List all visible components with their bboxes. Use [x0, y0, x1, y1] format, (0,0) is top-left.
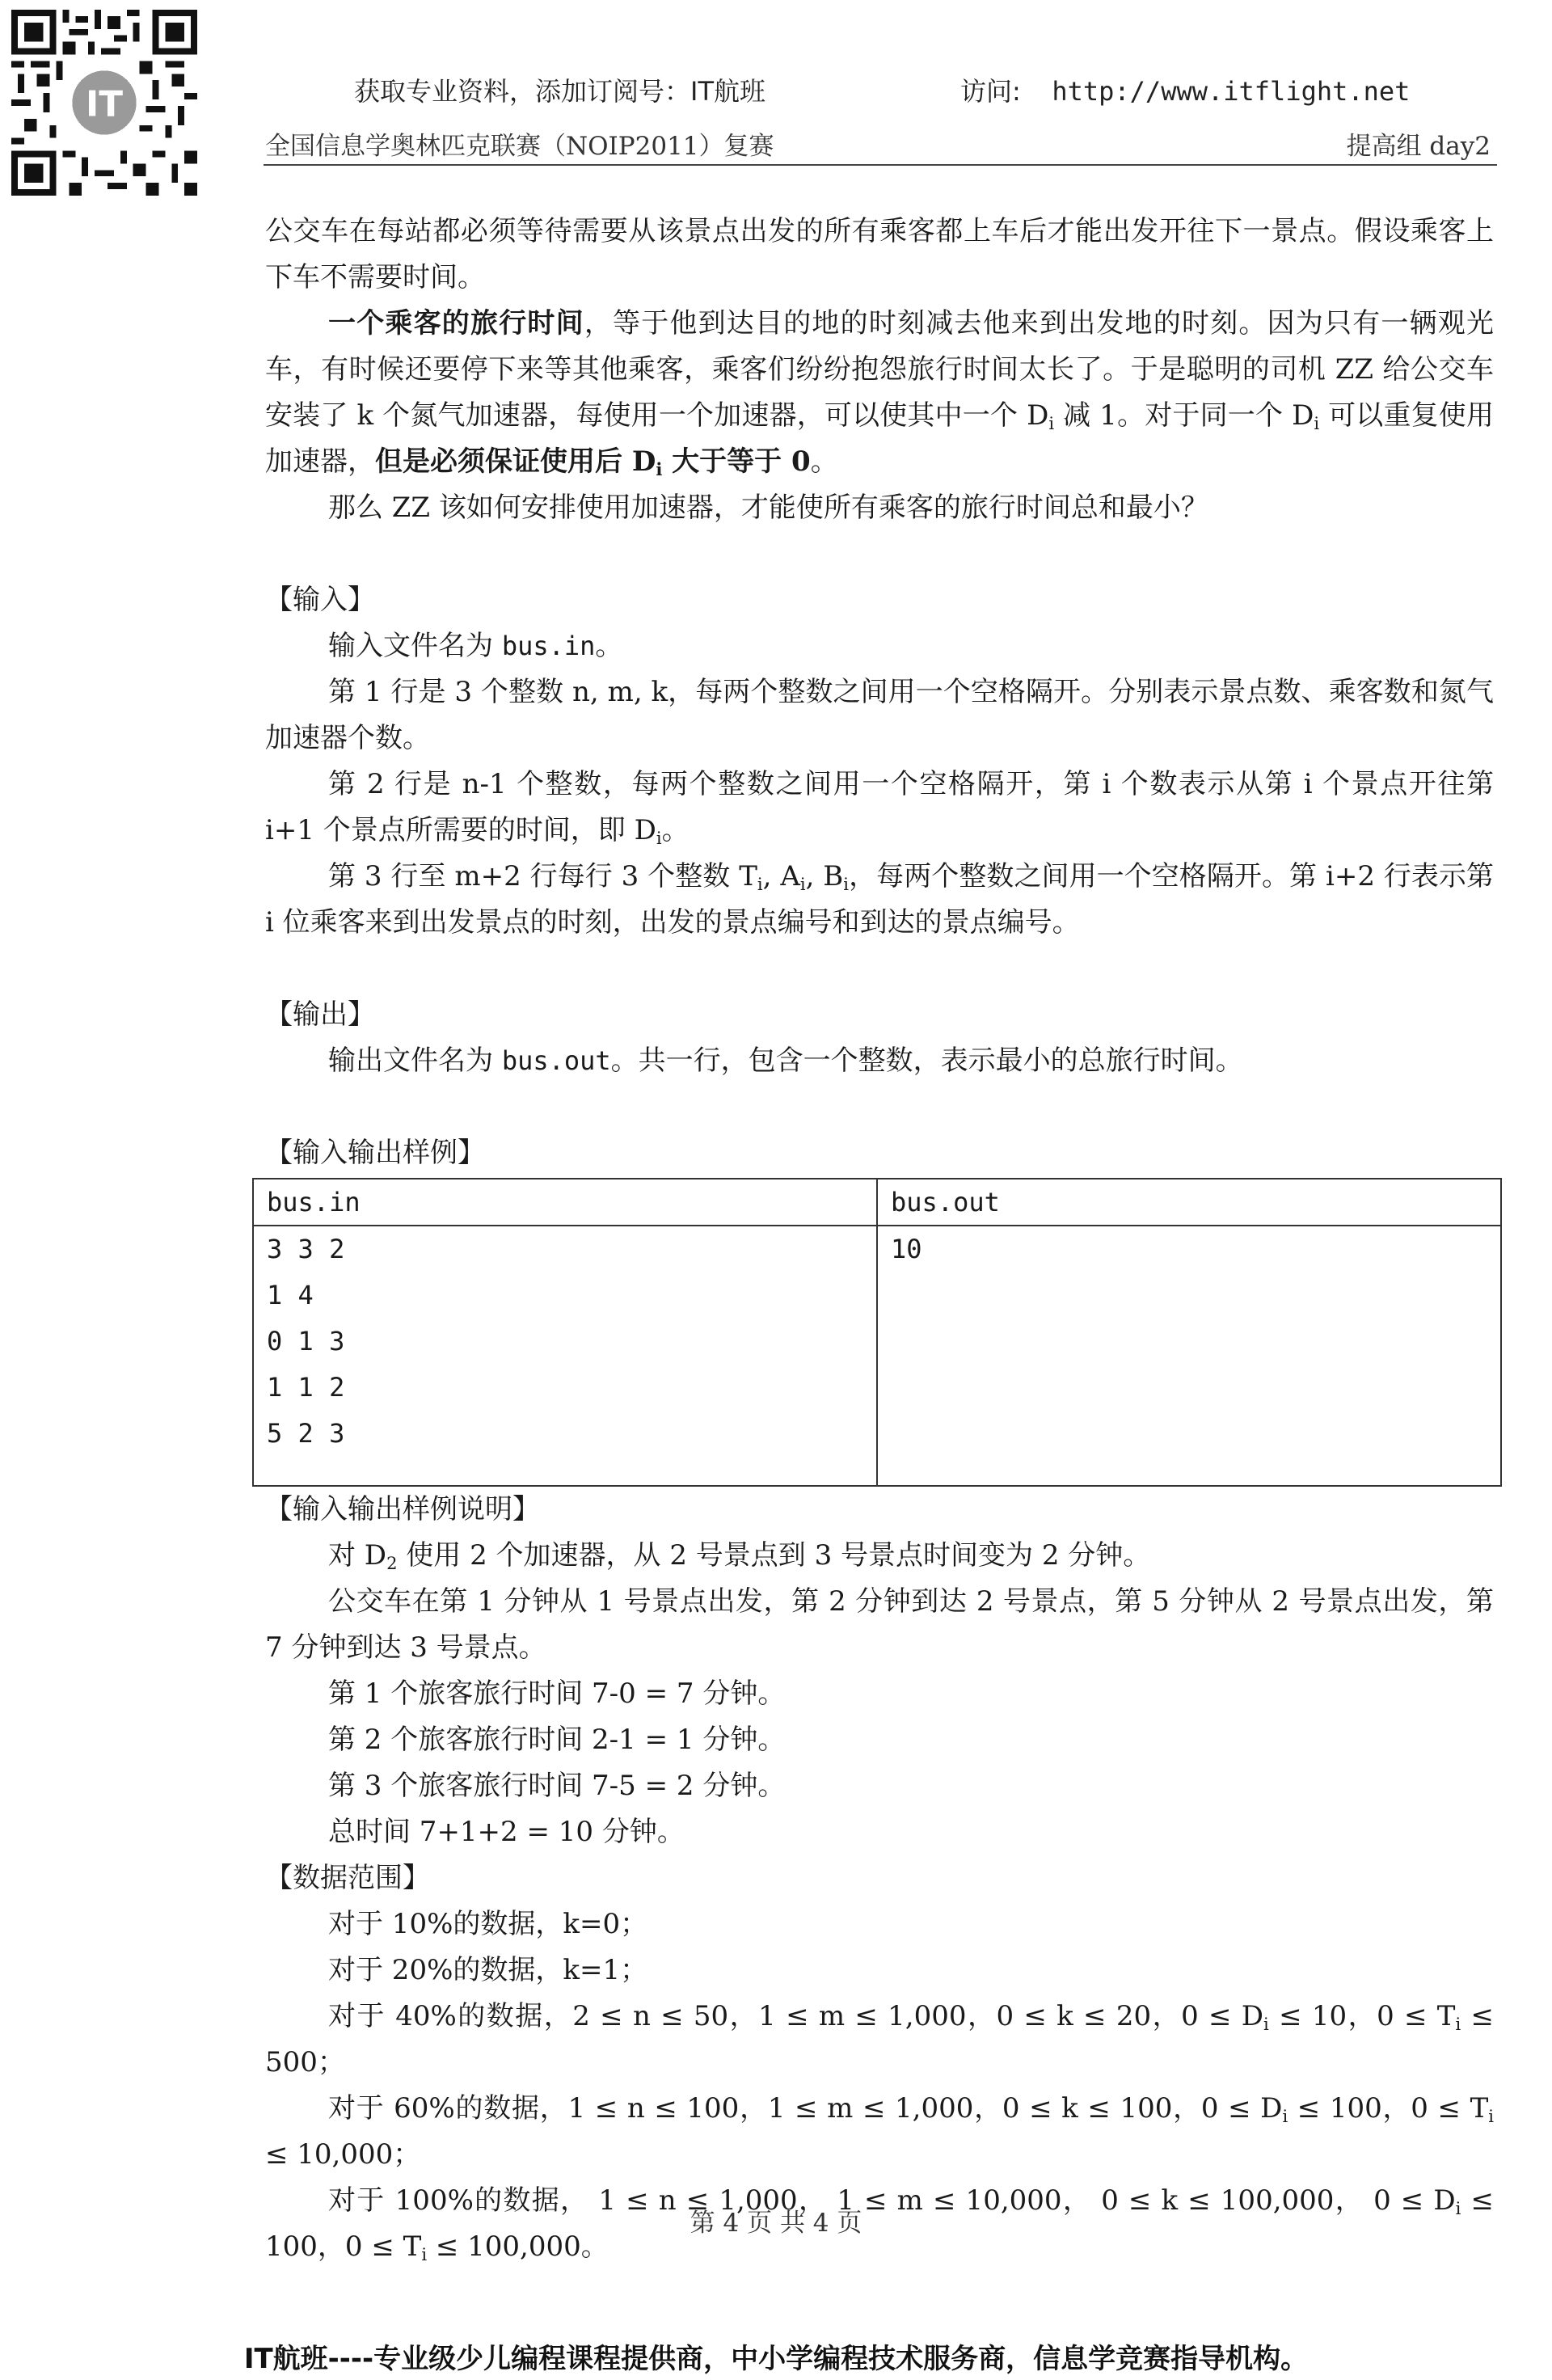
sample-output-cell	[877, 1226, 1501, 1486]
explain-heading: 【输入输出样例说明】	[265, 1493, 540, 1525]
sample-input-line: 3 3 2	[267, 1234, 345, 1264]
explain-line-4: 第 2 个旅客旅行时间 2-1 = 1 分钟。	[328, 1724, 786, 1756]
svg-text:IT: IT	[86, 84, 123, 125]
input-line-3: 第 3 行至 m+2 行每行 3 个整数 $T_i$, $A_i$, $B_i$，每两个整数之间用一个空格隔开。第 i+2 行表示第 i 位乘客来到出发景点的时刻，出发的景点编号和到达的景点编号。	[265, 860, 1494, 939]
sample-input-line: 0 1 3	[267, 1326, 345, 1357]
page-number: 第 4 页 共 4 页	[690, 2209, 862, 2238]
range-line-2: 对于 20%的数据，k=1；	[328, 1954, 648, 1986]
sample-heading: 【输入输出样例】	[265, 1137, 485, 1169]
problem-body	[265, 209, 1494, 2270]
intro-paragraph-1: 公交车在每站都必须等待需要从该景点出发的所有乘客都上车后才能出发开往下一景点。假设乘客上下车不需要时间。	[265, 215, 1494, 293]
explain-line-2: 公交车在第 1 分钟从 1 号景点出发，第 2 分钟到达 2 号景点，第 5 分钟从 2 号景点出发，第 7 分钟到达 3 号景点。	[265, 1585, 1494, 1664]
explain-line-5: 第 3 个旅客旅行时间 7-5 = 2 分钟。	[328, 1770, 786, 1802]
visit-line	[960, 71, 1410, 108]
intro-paragraph-2: 一个乘客的旅行时间，等于他到达目的地的时刻减去他来到出发地的时刻。因为只有一辆观光车，有时候还要停下来等其他乘客，乘客们纷纷抱怨旅行时间太长了。于是聪明的司机 ZZ 给公交车安装了 k 个氮气加速器，每使用一个加速器，可以使其中一个 $D_i$ 减 1。对于同一个 $D_i$ 可以重复使用加速器，但是必须保证使用后 $D_i$ 大于等于 0。	[265, 307, 1495, 479]
sample-output-header: bus.out	[877, 1179, 1501, 1226]
sample-input-header: bus.in	[253, 1179, 877, 1226]
input-line-2: 第 2 行是 n-1 个整数，每两个整数之间用一个空格隔开，第 i 个数表示从第 i 个景点开往第 i+1 个景点所需要的时间，即 $D_i$。	[265, 768, 1494, 848]
explain-line-3: 第 1 个旅客旅行时间 7-0 = 7 分钟。	[328, 1677, 786, 1710]
sample-input-line: 1 4	[267, 1280, 314, 1310]
site-url-link[interactable]: http://www.itflight.net	[1052, 76, 1411, 107]
input-heading: 【输入】	[265, 584, 375, 616]
input-filename: 输入文件名为 bus.in。	[328, 630, 623, 662]
footer-advert: IT航班----专业级少儿编程课程提供商，中小学编程技术服务商，信息学竞赛指导机构。	[243, 2343, 1309, 2375]
visit-label: 访问:	[960, 76, 1021, 107]
range-heading: 【数据范围】	[265, 1862, 430, 1894]
range-line-1: 对于 10%的数据，k=0；	[328, 1908, 648, 1940]
output-description: 输出文件名为 bus.out。共一行，包含一个整数，表示最小的总旅行时间。	[328, 1044, 1243, 1077]
input-line-1: 第 1 行是 3 个整数 n, m, k，每两个整数之间用一个空格隔开。分别表示景点数、乘客数和氮气加速器个数。	[265, 676, 1494, 754]
promo-text: 获取专业资料，添加订阅号：IT航班	[354, 76, 765, 107]
explain-line-6: 总时间 7+1+2 = 10 分钟。	[328, 1816, 685, 1848]
intro-paragraph-3: 那么 ZZ 该如何安排使用加速器，才能使所有乘客的旅行时间总和最小？	[328, 492, 1208, 524]
sample-input-cell	[253, 1226, 877, 1486]
range-line-5: 对于 100%的数据， 1 ≤ n ≤ 1,000， 1 ≤ m ≤ 10,000， 0 ≤ k ≤ 100,000， $0 \le D_i \le 100$，$0 \le T_i \le 100,000$。	[265, 2184, 1494, 2264]
sample-output-line: 10	[891, 1234, 922, 1264]
sample-input-line: 5 2 3	[267, 1418, 345, 1449]
output-heading: 【输出】	[265, 998, 375, 1031]
qr-code-image	[11, 10, 197, 196]
header-divider	[264, 164, 1497, 166]
contest-title: 全国信息学奥林匹克联赛（NOIP2011）复赛	[265, 132, 774, 161]
range-line-4: 对于 60%的数据，1 ≤ n ≤ 100，1 ≤ m ≤ 1,000，0 ≤ k ≤ 100，$0 \le D_i \le 100$，$0 \le T_i \le 10,000$；	[265, 2092, 1494, 2171]
sample-io-table	[252, 1178, 1502, 1487]
explain-line-1: 对 $D_2$ 使用 2 个加速器，从 2 号景点到 3 号景点时间变为 2 分钟。	[328, 1539, 1151, 1573]
group-label: 提高组 day2	[1346, 132, 1491, 161]
sample-input-line: 1 1 2	[267, 1372, 345, 1403]
range-line-3: 对于 40%的数据，2 ≤ n ≤ 50，1 ≤ m ≤ 1,000，0 ≤ k ≤ 20，$0 \le D_i \le 10$，$0 \le T_i \le 500$；	[265, 2000, 1494, 2078]
